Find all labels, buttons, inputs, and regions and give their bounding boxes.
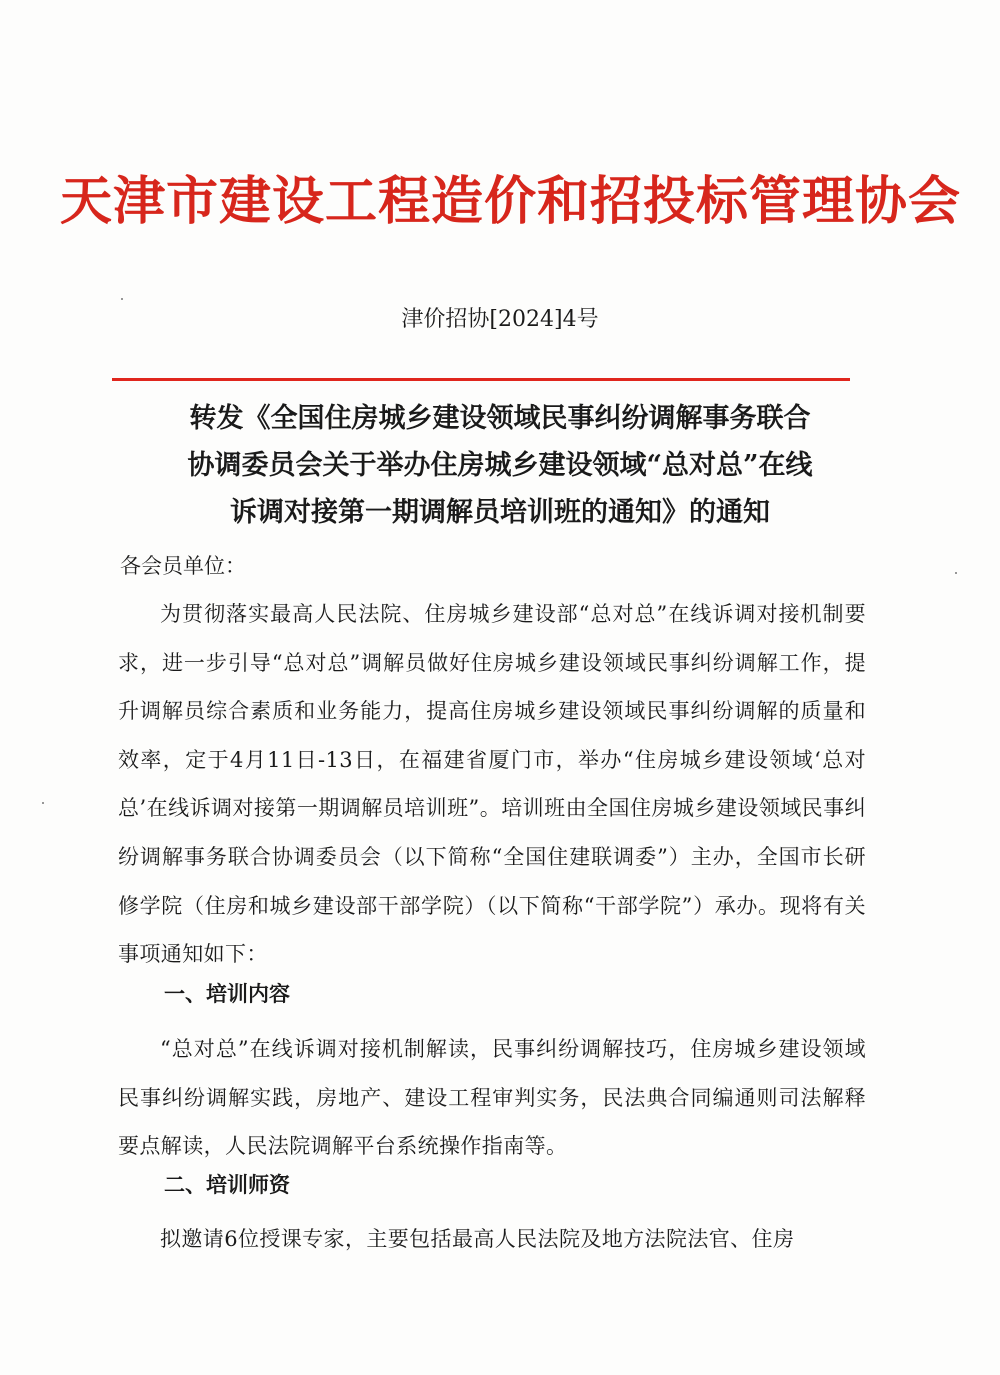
red-divider-line [112,378,850,381]
scan-speck [42,802,44,804]
organization-title: 天津市建设工程造价和招投标管理协会 [60,171,962,232]
notice-subject [100,395,900,536]
scan-speck [121,298,123,300]
instructors-paragraph: 拟邀请6位授课专家，主要包括最高人民法院及地方法院法官、住房 [160,1227,795,1251]
training-content-paragraph: “总对总”在线诉调对接机制解读，民事纠纷调解技巧，住房城乡建设领域民事纠纷调解实践，房地产、建设工程审判实务，民法典合同编通则司法解释要点解读，人民法院调解平台系统操作指南等。 [118,1037,866,1159]
section-heading-instructors: 二、培训师资 [164,1172,290,1197]
subject-line-1: 转发《全国住房城乡建设领域民事纠纷调解事务联合 [189,403,811,434]
salutation: 各会员单位： [120,554,246,578]
intro-paragraph: 为贯彻落实最高人民法院、住房城乡建设部“总对总”在线诉调对接机制要求，进一步引导“总对总”调解员做好住房城乡建设领域民事纠纷调解工作，提升调解员综合素质和业务能力，提高住房城乡建设领域民事纠纷调解的质量和效率，定于4月11日-13日，在福建省厦门市，举办“住房城乡建设领域‘总对总’在线诉调对接第一期调解员培训班”。培训班由全国住房城乡建设领域民事纠纷调解事务联合协调委员会（以下简称“全国住建联调委”）主办，全国市长研修学院（住房和城乡建设部干部学院）（以下简称“干部学院”）承办。现将有关事项通知如下： [118,602,866,967]
document-number: 津价招协[2024]4号 [401,307,599,332]
subject-line-2: 协调委员会关于举办住房城乡建设领域“总对总”在线 [187,450,813,481]
subject-line-3: 诉调对接第一期调解员培训班的通知》的通知 [230,497,770,528]
section-heading-training-content: 一、培训内容 [164,981,290,1006]
scan-speck [955,572,957,574]
